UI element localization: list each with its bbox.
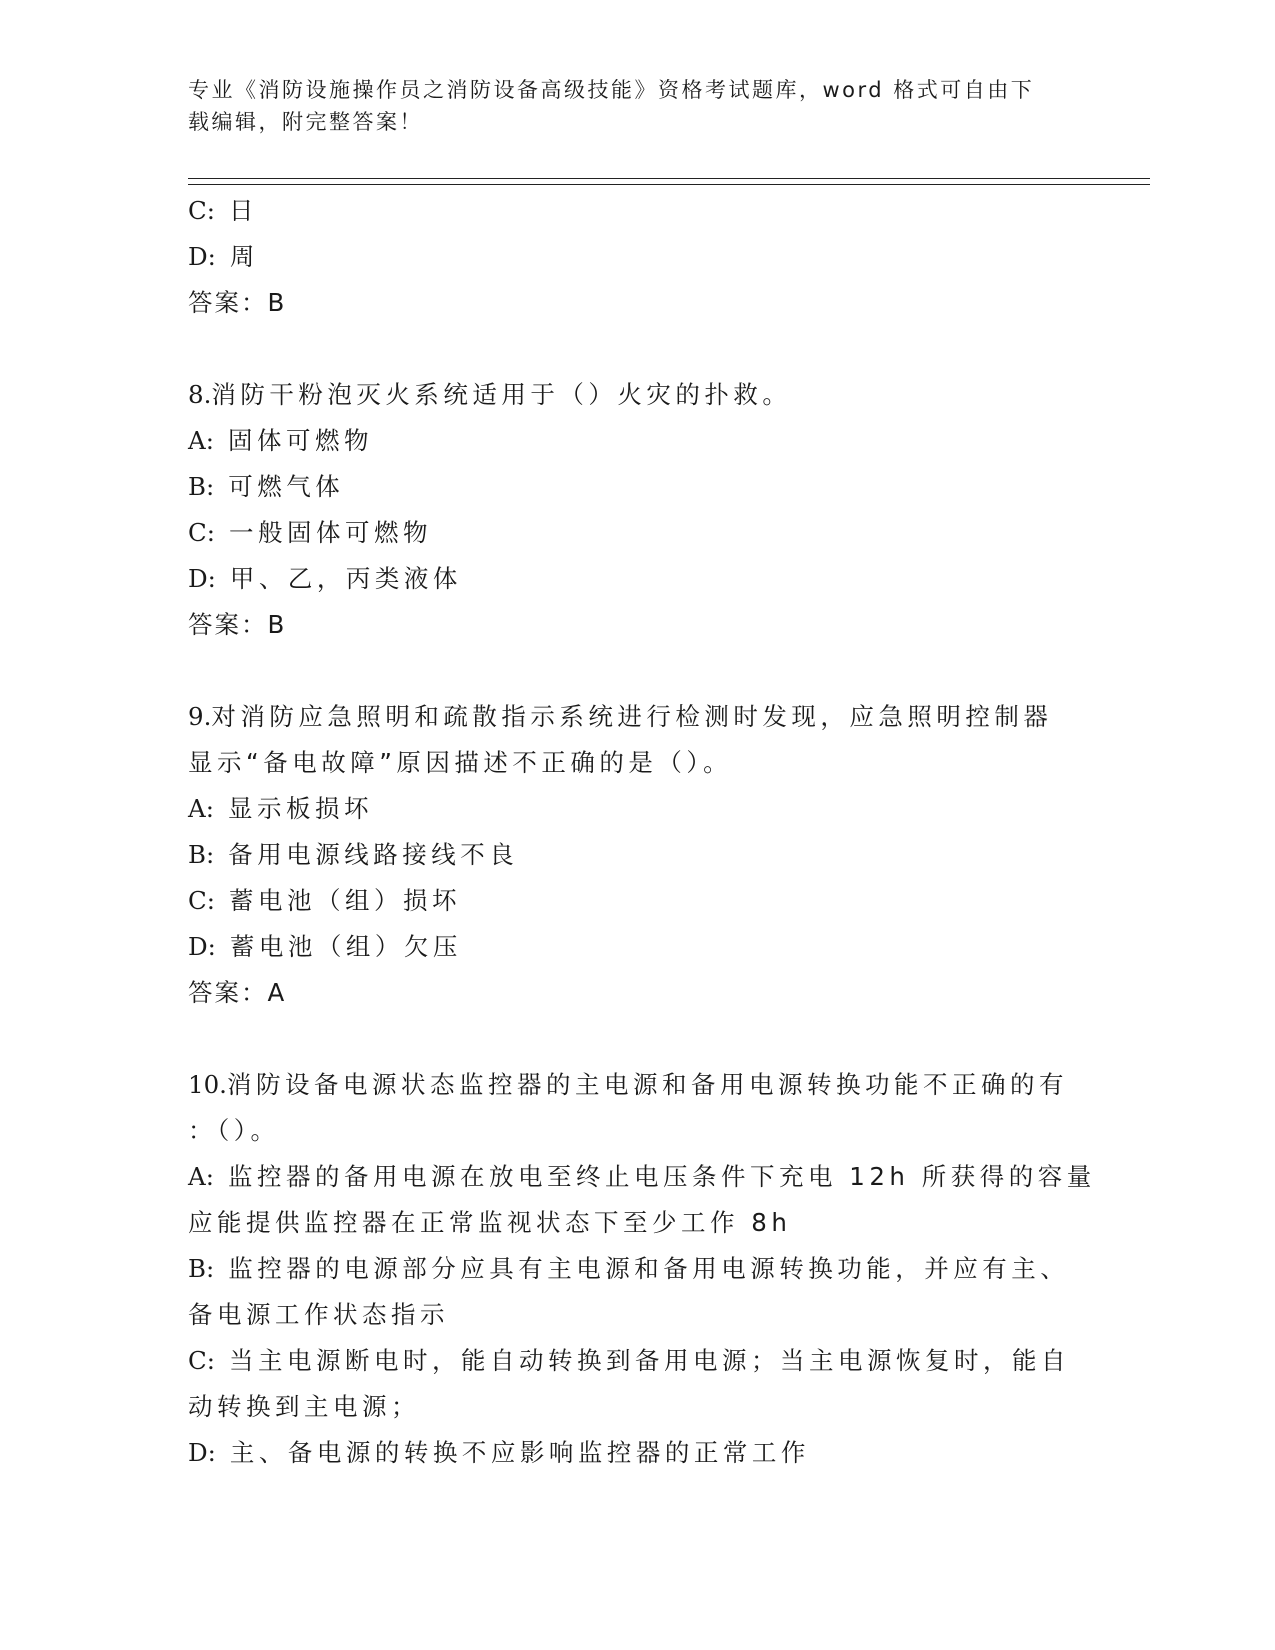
option-label: D: [188, 564, 216, 593]
option-text: 监控器的电源部分应具有主电源和备用电源转换功能，并应有主、 [228, 1254, 1070, 1283]
option-text: 固体可燃物 [227, 426, 373, 455]
option-label: D: [188, 242, 216, 271]
option-c [188, 878, 1088, 924]
option-text: 主、备电源的转换不应影响监控器的正常工作 [229, 1438, 810, 1467]
option-c [188, 188, 1088, 234]
option-label: D: [188, 1438, 216, 1467]
page-header [188, 74, 1068, 138]
option-label: C: [188, 1346, 216, 1375]
question-stem [188, 694, 1088, 740]
previous-question [188, 188, 1088, 326]
option-d [188, 1430, 1088, 1476]
question-8 [188, 372, 1088, 648]
question-stem [188, 372, 1088, 418]
option-text: 可燃气体 [228, 472, 345, 501]
option-c [188, 1338, 1088, 1384]
option-b-continued: 备电源工作状态指示 [188, 1300, 449, 1329]
option-label: C: [188, 196, 216, 225]
answer-line: 答案：B [188, 610, 287, 639]
option-text: 当主电源断电时，能自动转换到备用电源；当主电源恢复时，能自 [229, 1346, 1071, 1375]
option-label: B: [188, 1254, 215, 1283]
option-text: 蓄电池（组）欠压 [229, 932, 462, 961]
option-a-continued: 应能提供监控器在正常监视状态下至少工作 8h [188, 1208, 792, 1237]
question-9 [188, 694, 1088, 1016]
option-b [188, 832, 1088, 878]
option-label: B: [188, 472, 215, 501]
header-line-1: 专业《消防设施操作员之消防设备高级技能》资格考试题库，word 格式可自由下 [188, 78, 1035, 102]
option-label: D: [188, 932, 216, 961]
option-text: 显示板损坏 [227, 794, 373, 823]
option-d [188, 924, 1088, 970]
header-rule-bottom [188, 184, 1150, 185]
option-text: 蓄电池（组）损坏 [229, 886, 462, 915]
option-label: B: [188, 840, 215, 869]
option-text: 周 [229, 242, 259, 271]
answer-line: 答案：A [188, 978, 287, 1007]
answer-line: 答案：B [188, 288, 287, 317]
option-label: A: [188, 426, 214, 455]
option-label: A: [188, 794, 214, 823]
question-stem [188, 1062, 1088, 1108]
option-a [188, 786, 1088, 832]
spacer [188, 648, 1088, 694]
option-text: 备用电源线路接线不良 [228, 840, 519, 869]
option-c-continued: 动转换到主电源； [188, 1392, 420, 1421]
header-line-2: 载编辑，附完整答案！ [188, 110, 423, 134]
option-d [188, 234, 1088, 280]
option-text: 甲、乙，丙类液体 [229, 564, 462, 593]
question-text: 对消防应急照明和疏散指示系统进行检测时发现，应急照明控制器 [211, 702, 1053, 731]
header-rule-top [188, 178, 1150, 179]
question-stem-continued: 显示“备电故障”原因描述不正确的是（）。 [188, 748, 733, 777]
document-body [188, 188, 1096, 1476]
option-a [188, 418, 1088, 464]
option-text: 日 [229, 196, 259, 225]
option-text: 一般固体可燃物 [229, 518, 433, 547]
option-text: 监控器的备用电源在放电至终止电压条件下充电 12h 所获得的容量 [227, 1162, 1096, 1191]
question-number: 9. [188, 702, 212, 731]
option-label: C: [188, 518, 216, 547]
question-text: 消防设备电源状态监控器的主电源和备用电源转换功能不正确的有 [226, 1070, 1068, 1099]
question-stem-continued: ：（）。 [188, 1116, 280, 1145]
question-number: 8. [188, 380, 212, 409]
question-10 [188, 1062, 1096, 1476]
spacer [188, 1016, 1088, 1062]
option-b [188, 464, 1088, 510]
option-label: A: [188, 1162, 214, 1191]
option-a [188, 1154, 1096, 1200]
question-number: 10. [188, 1070, 227, 1099]
option-label: C: [188, 886, 216, 915]
option-c [188, 510, 1088, 556]
option-d [188, 556, 1088, 602]
spacer [188, 326, 1088, 372]
question-text: 消防干粉泡灭火系统适用于（）火灾的扑救。 [211, 380, 792, 409]
option-b [188, 1246, 1088, 1292]
